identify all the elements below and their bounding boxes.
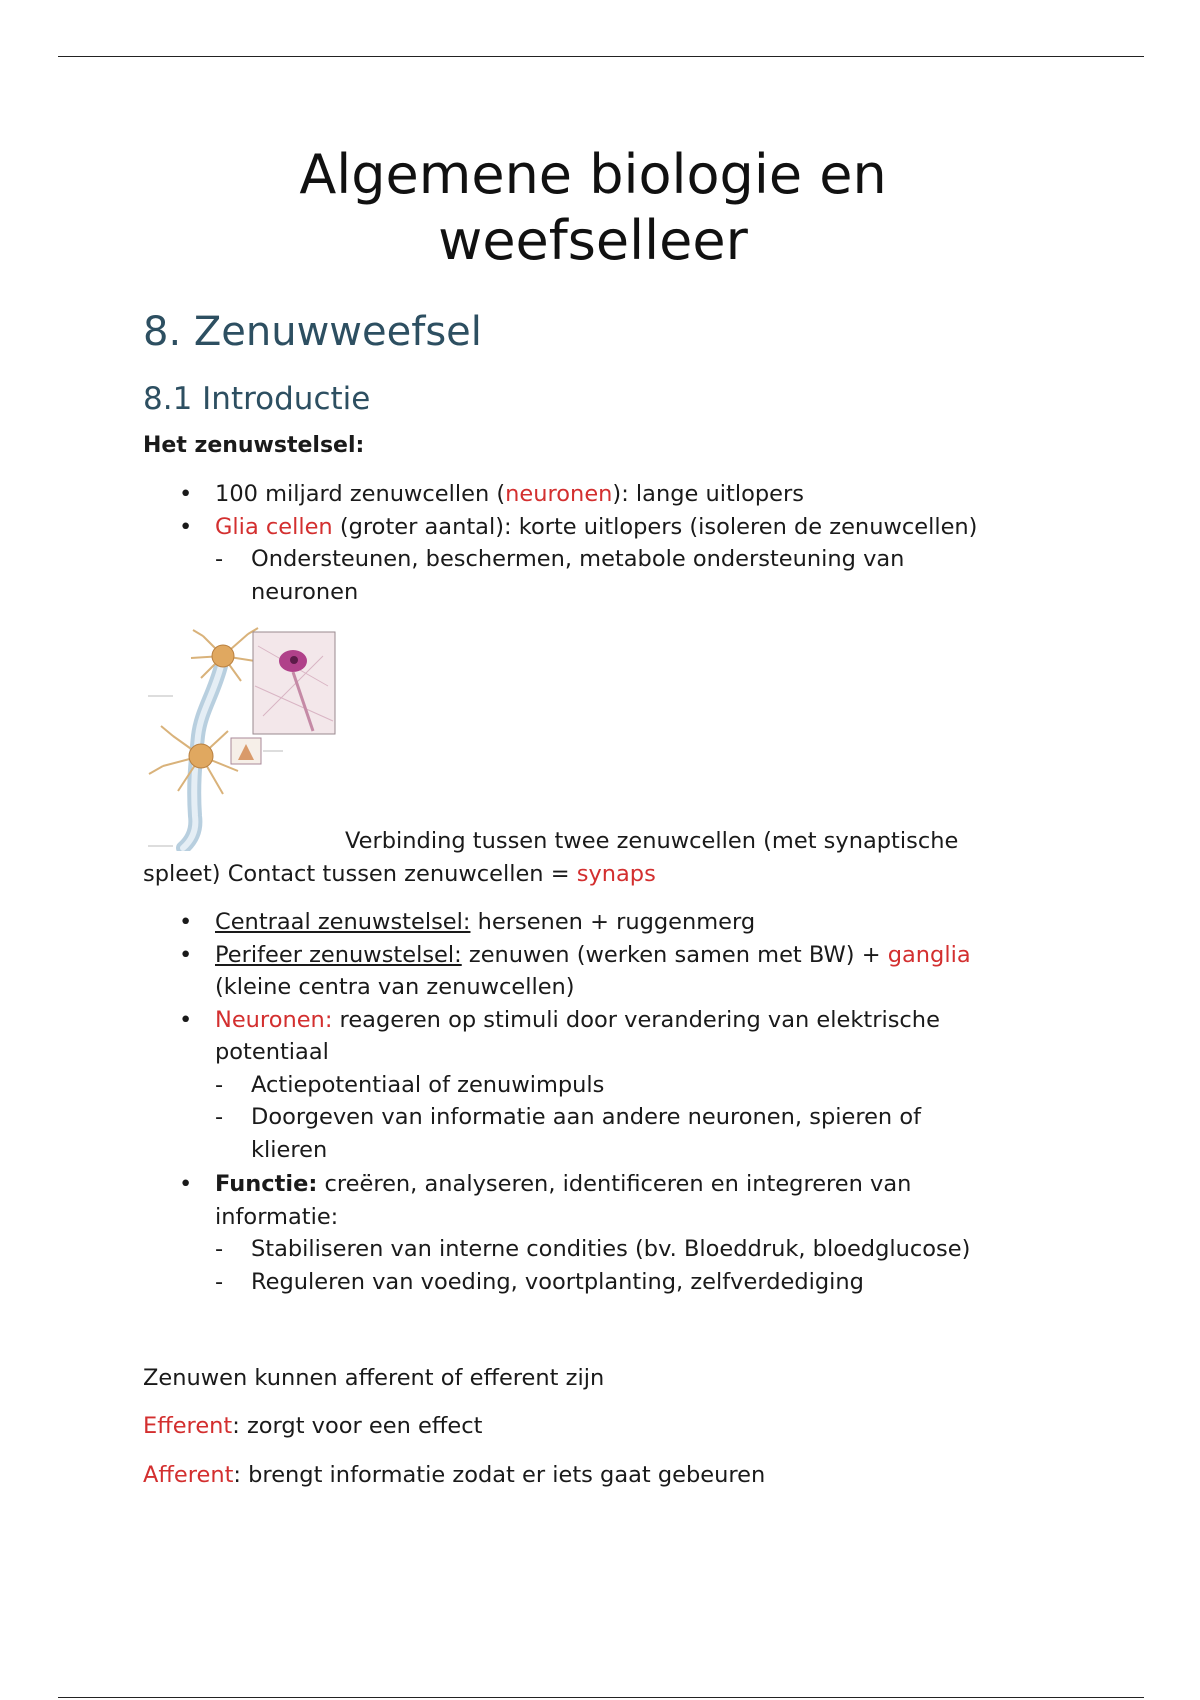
lead-text: Het zenuwstelsel: bbox=[143, 433, 365, 458]
dash-icon: - bbox=[215, 1071, 224, 1098]
list-item bbox=[143, 1004, 1043, 1069]
text: Actiepotentiaal of zenuwimpuls bbox=[251, 1071, 605, 1098]
text: klieren bbox=[251, 1136, 328, 1163]
sub-item bbox=[143, 1266, 1043, 1299]
text: 100 miljard zenuwcellen ( bbox=[215, 481, 506, 507]
dash-icon: - bbox=[215, 1104, 224, 1130]
list-item bbox=[143, 906, 1043, 939]
section-heading: 8.1 Introductie bbox=[143, 381, 371, 417]
underlined-term: Centraal zenuwstelsel: bbox=[215, 909, 471, 935]
bullet-icon: • bbox=[179, 513, 193, 540]
document-title bbox=[143, 142, 1043, 274]
list-item bbox=[143, 1168, 1043, 1233]
dash-icon: - bbox=[215, 1236, 224, 1262]
intro-list bbox=[143, 478, 1043, 608]
list-item bbox=[143, 511, 1043, 544]
figure-caption bbox=[143, 825, 1043, 890]
efferent-paragraph bbox=[143, 1410, 1043, 1443]
sub-item bbox=[143, 1101, 1043, 1166]
sub-item bbox=[143, 543, 1043, 608]
text: Stabiliseren van interne condities (bv. Bloeddruk, bloedglucose) bbox=[251, 1236, 971, 1262]
highlight-term: ganglia bbox=[887, 941, 971, 968]
highlight-term: synaps bbox=[576, 860, 656, 887]
highlight-term: Glia cellen bbox=[215, 513, 333, 540]
bold-term: Functie: bbox=[215, 1171, 318, 1197]
text: zenuwen (werken samen met BW) + bbox=[461, 941, 888, 968]
bottom-rule bbox=[58, 1697, 1144, 1698]
caption-line-1: Verbinding tussen twee zenuwcellen (met synaptische bbox=[345, 828, 959, 854]
text: ): lange uitlopers bbox=[612, 481, 804, 507]
highlight-term: neuronen bbox=[505, 481, 613, 507]
title-line-2: weefselleer bbox=[438, 209, 748, 272]
text: : zorgt voor een effect bbox=[232, 1413, 483, 1439]
sub-item bbox=[143, 1233, 1043, 1266]
text: informatie: bbox=[215, 1203, 339, 1230]
caption-line-2 bbox=[143, 858, 1043, 891]
dash-icon: - bbox=[215, 546, 224, 572]
chapter-heading: 8. Zenuwweefsel bbox=[143, 309, 482, 355]
text: creëren, analyseren, identificeren en integreren van bbox=[317, 1171, 912, 1197]
highlight-term: Neuronen: bbox=[215, 1006, 333, 1033]
highlight-term: Efferent bbox=[143, 1413, 233, 1439]
nerves-paragraph: Zenuwen kunnen afferent of efferent zijn bbox=[143, 1365, 605, 1391]
dash-icon: - bbox=[215, 1268, 224, 1295]
text: neuronen bbox=[251, 578, 359, 605]
text: hersenen + ruggenmerg bbox=[470, 909, 756, 935]
title-line-1: Algemene biologie en bbox=[299, 143, 887, 206]
text: Reguleren van voeding, voortplanting, zelfverdediging bbox=[251, 1268, 864, 1295]
neuron-illustration bbox=[143, 626, 348, 851]
text: reageren op stimuli door verandering van elektrische bbox=[332, 1006, 940, 1033]
nervous-system-list bbox=[143, 906, 1043, 1298]
text: (kleine centra van zenuwcellen) bbox=[215, 974, 575, 1000]
top-rule bbox=[58, 56, 1144, 57]
sub-item bbox=[143, 1069, 1043, 1102]
afferent-paragraph bbox=[143, 1459, 1043, 1492]
bullet-icon: • bbox=[179, 1006, 193, 1033]
text: potentiaal bbox=[215, 1039, 329, 1065]
text: Ondersteunen, beschermen, metabole ondersteuning van bbox=[251, 546, 905, 572]
bullet-icon: • bbox=[179, 909, 193, 935]
text: : brengt informatie zodat er iets gaat gebeuren bbox=[233, 1462, 766, 1488]
bullet-icon: • bbox=[179, 481, 193, 507]
highlight-term: Afferent bbox=[143, 1462, 234, 1488]
bullet-icon: • bbox=[179, 1171, 193, 1197]
text: spleet) Contact tussen zenuwcellen = bbox=[143, 860, 577, 887]
bullet-icon: • bbox=[179, 941, 193, 968]
list-item bbox=[143, 478, 1043, 511]
text: Doorgeven van informatie aan andere neuronen, spieren of bbox=[251, 1104, 922, 1130]
list-item bbox=[143, 939, 1043, 1004]
text: (groter aantal): korte uitlopers (isoleren de zenuwcellen) bbox=[332, 513, 978, 540]
underlined-term: Perifeer zenuwstelsel: bbox=[215, 941, 462, 968]
